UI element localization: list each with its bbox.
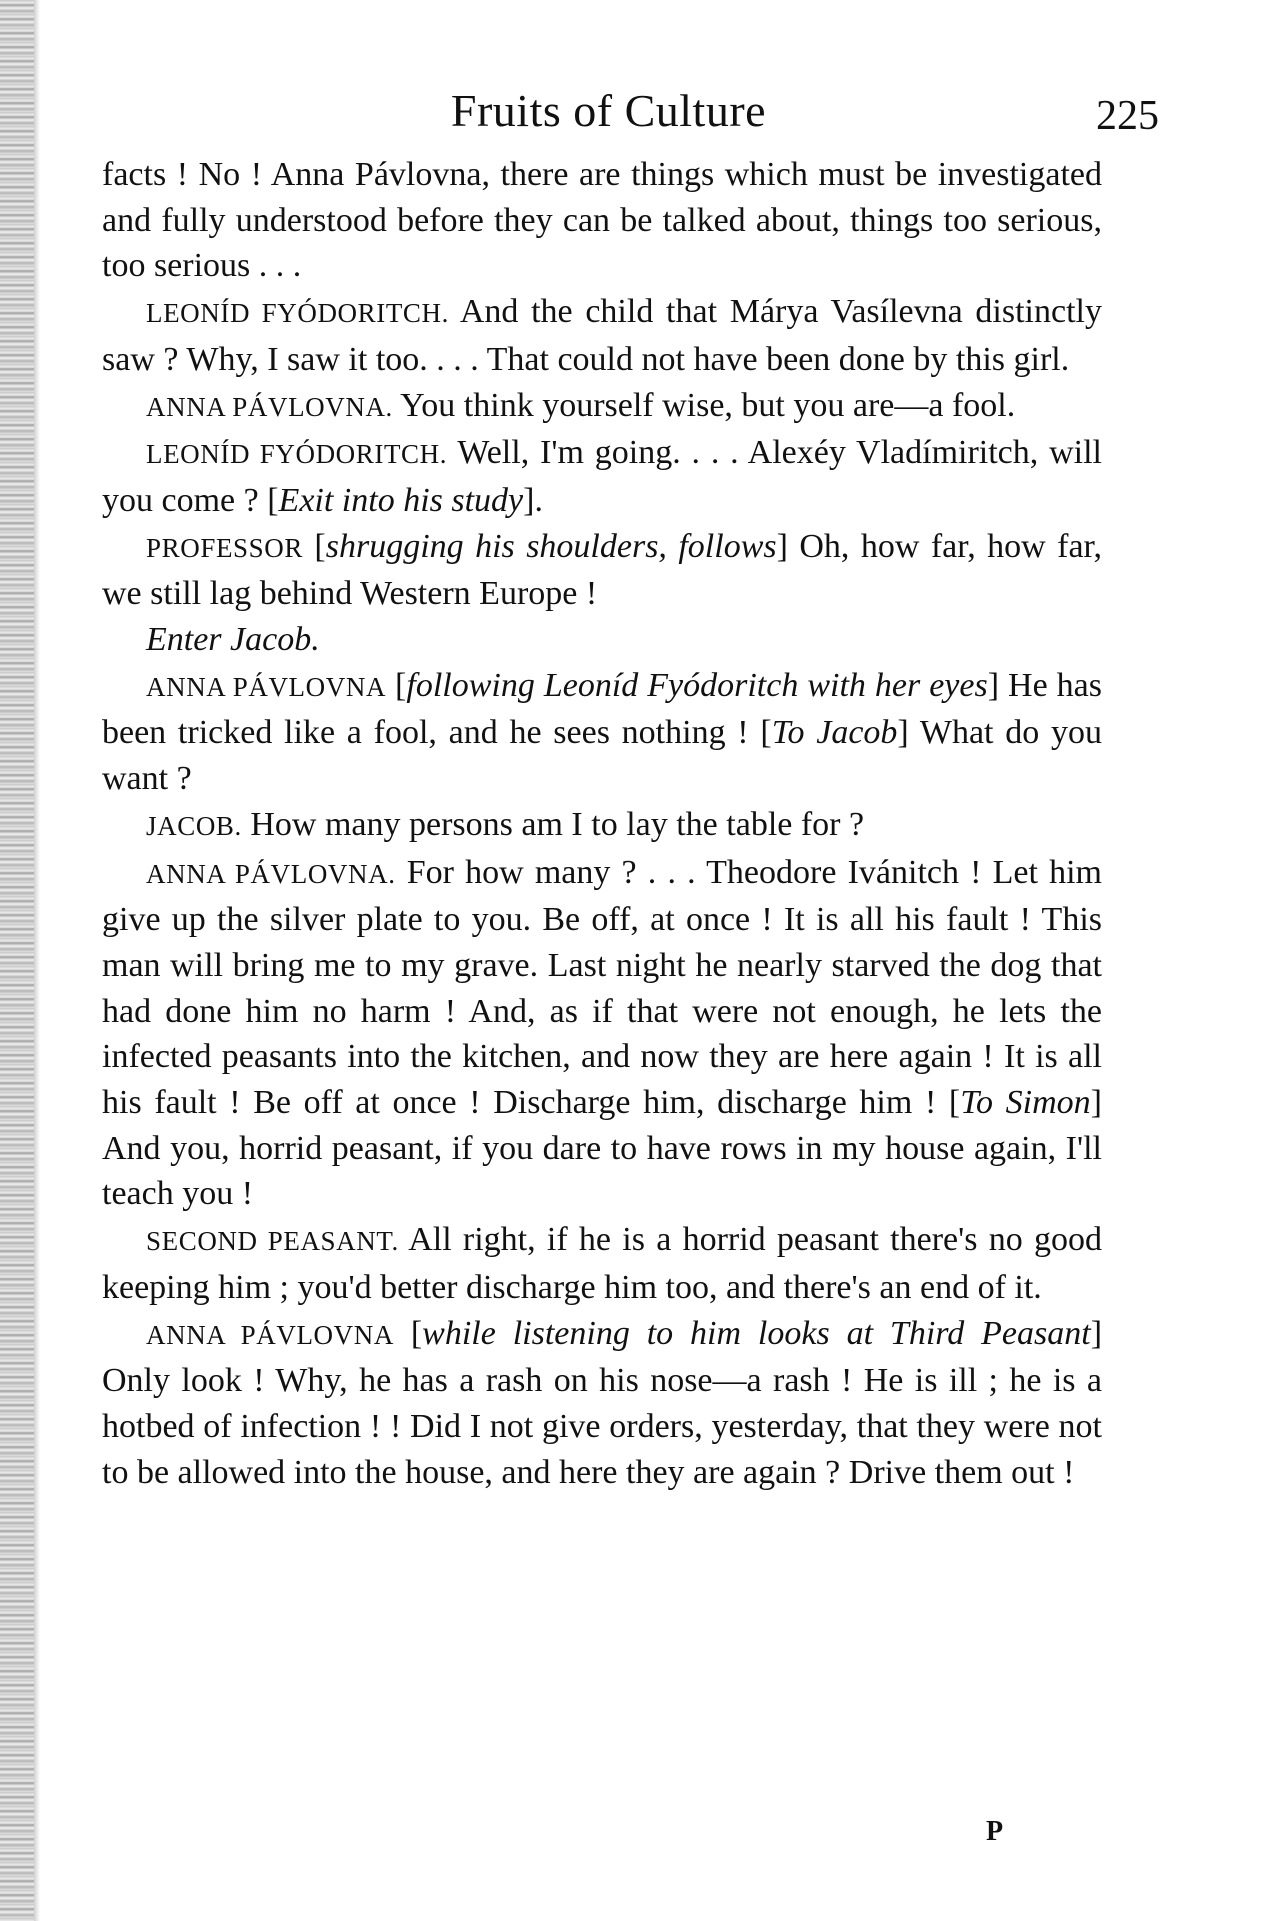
bracket: [	[393, 1314, 423, 1352]
paragraph-1	[102, 152, 1102, 289]
dialogue-text: You think yourself wise, but you are—a fool.	[392, 386, 1016, 424]
stage-direction: while listening to him looks at Third Peasant	[422, 1314, 1091, 1352]
page-edge-shadow	[34, 0, 40, 1921]
stage-direction: To Simon	[960, 1084, 1091, 1122]
dialogue-text: How many persons am I to lay the table for ?	[241, 805, 865, 843]
running-title: Fruits of Culture	[450, 85, 767, 136]
play-text	[102, 152, 1102, 1495]
paragraph-3	[102, 383, 1102, 431]
speaker-name: PROFESSOR	[146, 532, 303, 563]
paragraph-10	[102, 1217, 1102, 1310]
dialogue-text: Well, I'm going. . . . Alexéy Vladímiritch, will you come ? [	[102, 434, 1102, 519]
dialogue-text: ] Only look ! Why, he has a rash on his nose—a rash ! He is ill ; he is a hotbed of infection ! ! Did I not give orders, yesterday, that they were not to be allowed into the house, and here they are again ? Drive them out !	[102, 1314, 1103, 1491]
dialogue-text: ] Oh, how far, how far, we still lag behind Western Europe !	[102, 527, 1102, 613]
speaker-name: LEONÍD FYÓDORITCH.	[146, 298, 449, 329]
dialogue-text: ].	[523, 481, 543, 519]
paragraph-11	[102, 1311, 1102, 1496]
page-header	[104, 84, 1159, 144]
stage-direction: To Jacob	[771, 714, 898, 752]
bracket: [	[386, 666, 407, 704]
scanned-page-edge	[0, 0, 34, 1921]
dialogue-text: ] He has been tricked like a fool, and he sees nothing ! [	[102, 666, 1102, 752]
paragraph-7	[102, 663, 1102, 802]
stage-direction: following Leoníd Fyódoritch with her eyes	[406, 666, 988, 704]
dialogue-text: For how many ? . . . Theodore Ivánitch ! Let him give up the silver plate to you. Be off, at once ! It is all his fault ! This man will bring me to my grave. Last night he nearly starved the dog that had done him no harm ! And, as if that were not enough, he lets the infected peasants into the kitchen, and now they are here again ! It is all his fault ! Be off at once ! Discharge him, discharge him ! [	[102, 853, 1102, 1122]
dialogue-text: ] And you, horrid peasant, if you dare to have rows in my house again, I'll teach you !	[102, 1084, 1102, 1213]
paragraph-2	[102, 289, 1102, 382]
speaker-name: ANNA PÁVLOVNA	[146, 671, 387, 702]
dialogue-text: And the child that Márya Vasílevna distinctly saw ? Why, I saw it too. . . . That could not have been done by this girl.	[102, 293, 1102, 378]
paragraph-6	[102, 617, 1102, 663]
speaker-name: ANNA PÁVLOVNA.	[146, 391, 393, 422]
dialogue-text: facts ! No ! Anna Pávlovna, there are things which must be investigated and fully understood before they can be talked about, things too serious, too serious . . .	[102, 156, 1102, 285]
paragraph-9	[102, 850, 1102, 1218]
stage-direction: Enter Jacob.	[146, 621, 320, 659]
speaker-name: LEONÍD FYÓDORITCH.	[146, 439, 448, 470]
stage-direction: shrugging his shoulders, follows	[325, 527, 777, 565]
speaker-name: ANNA PÁVLOVNA.	[146, 858, 396, 889]
speaker-name: ANNA PÁVLOVNA	[146, 1319, 394, 1350]
paragraph-4	[102, 430, 1102, 523]
dialogue-text: ] What do you want ?	[102, 714, 1102, 798]
speaker-name: SECOND PEASANT.	[146, 1226, 399, 1257]
signature-mark: P	[986, 1816, 1004, 1847]
speaker-name: JACOB.	[146, 810, 242, 841]
page-number: 225	[1096, 93, 1159, 139]
dialogue-text: All right, if he is a horrid peasant there's no good keeping him ; you'd better discharge him too, and there's an end of it.	[102, 1221, 1102, 1306]
stage-direction: Exit into his study	[278, 481, 524, 519]
paragraph-8	[102, 802, 1102, 850]
paragraph-5	[102, 524, 1102, 617]
bracket: [	[302, 527, 326, 565]
